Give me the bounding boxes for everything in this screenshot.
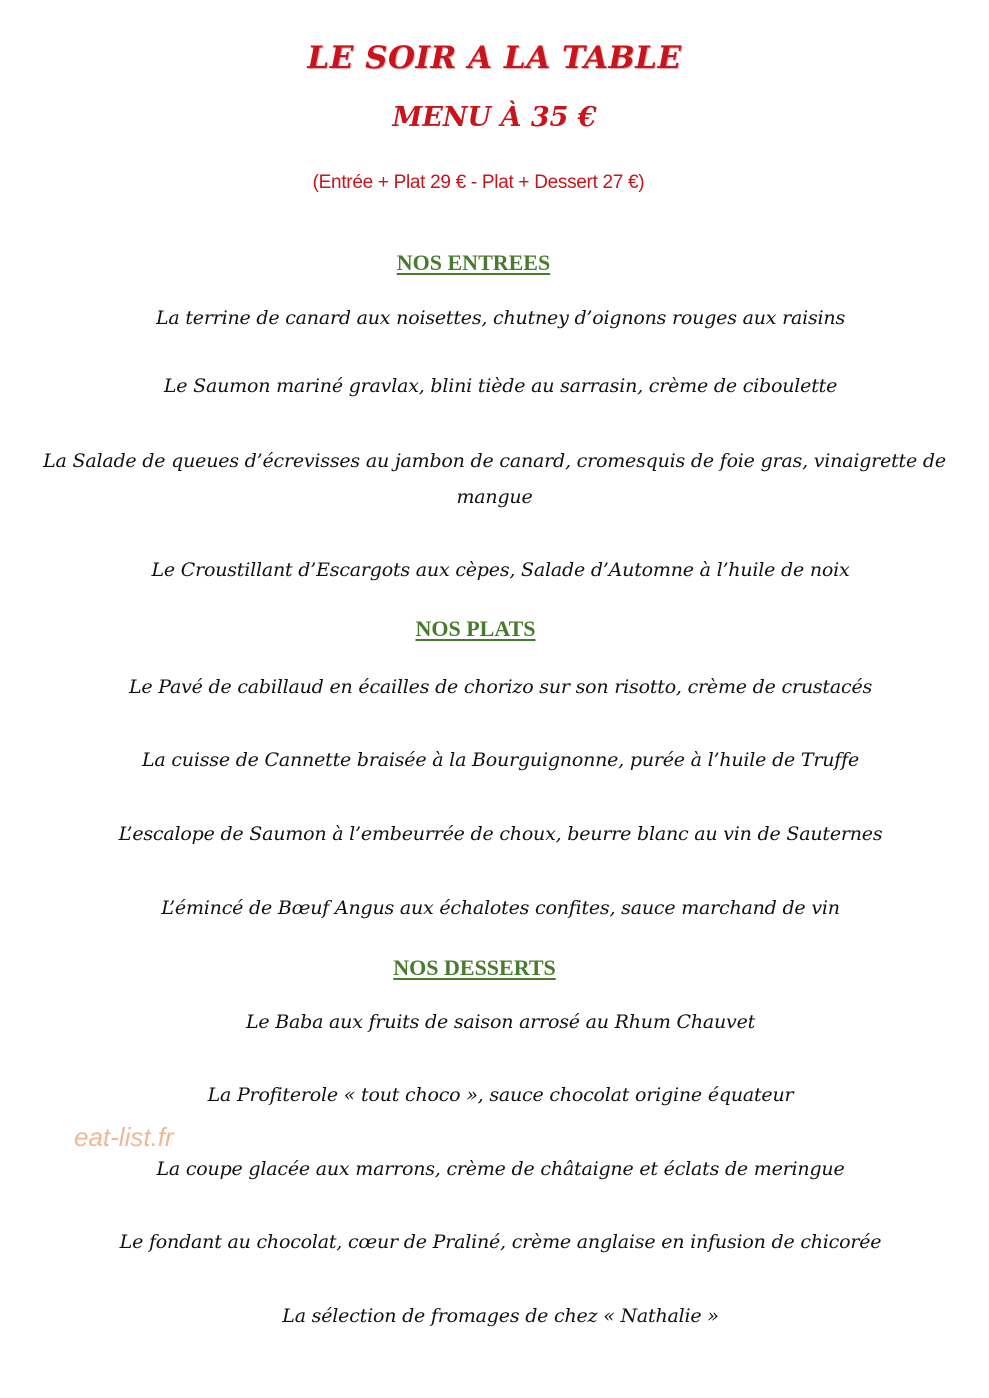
dish-item: Le Baba aux fruits de saison arrosé au Rhum Chauvet <box>245 1011 756 1033</box>
menu-title: LE SOIR A LA TABLE <box>307 40 682 76</box>
watermark-text: eat-list.fr <box>74 1122 174 1152</box>
section-heading-desserts: NOS DESSERTS <box>393 955 556 980</box>
section-heading-plats: NOS PLATS <box>415 616 536 641</box>
dish-item: L’escalope de Saumon à l’embeurrée de choux, beurre blanc au vin de Sauternes <box>118 823 883 845</box>
dish-item: La cuisse de Cannette braisée à la Bourguignonne, purée à l’huile de Truffe <box>141 749 860 771</box>
dish-item: Le Croustillant d’Escargots aux cèpes, Salade d’Automne à l’huile de noix <box>151 559 850 581</box>
dish-item: La coupe glacée aux marrons, crème de châtaigne et éclats de meringue <box>156 1158 845 1180</box>
dish-item: La Profiterole « tout choco », sauce chocolat origine équateur <box>207 1084 794 1106</box>
formula-prices: (Entrée + Plat 29 € - Plat + Dessert 27 €) <box>312 172 645 193</box>
dish-item: La sélection de fromages de chez « Nathalie » <box>282 1305 719 1327</box>
menu-price: MENU À 35 € <box>392 102 597 133</box>
dish-item: La Salade de queues d’écrevisses au jambon de canard, cromesquis de foie gras, vinaigrette de mangue <box>43 450 946 508</box>
dish-item: Le Pavé de cabillaud en écailles de chorizo sur son risotto, crème de crustacés <box>128 676 873 698</box>
section-heading-entrees: NOS ENTREES <box>396 250 551 275</box>
dish-item: La terrine de canard aux noisettes, chutney d’oignons rouges aux raisins <box>155 307 846 329</box>
dish-item: L’émincé de Bœuf Angus aux échalotes confites, sauce marchand de vin <box>161 897 840 919</box>
dish-item: Le Saumon mariné gravlax, blini tiède au sarrasin, crème de ciboulette <box>163 375 838 397</box>
dish-item: Le fondant au chocolat, cœur de Praliné, crème anglaise en infusion de chicorée <box>119 1231 882 1253</box>
